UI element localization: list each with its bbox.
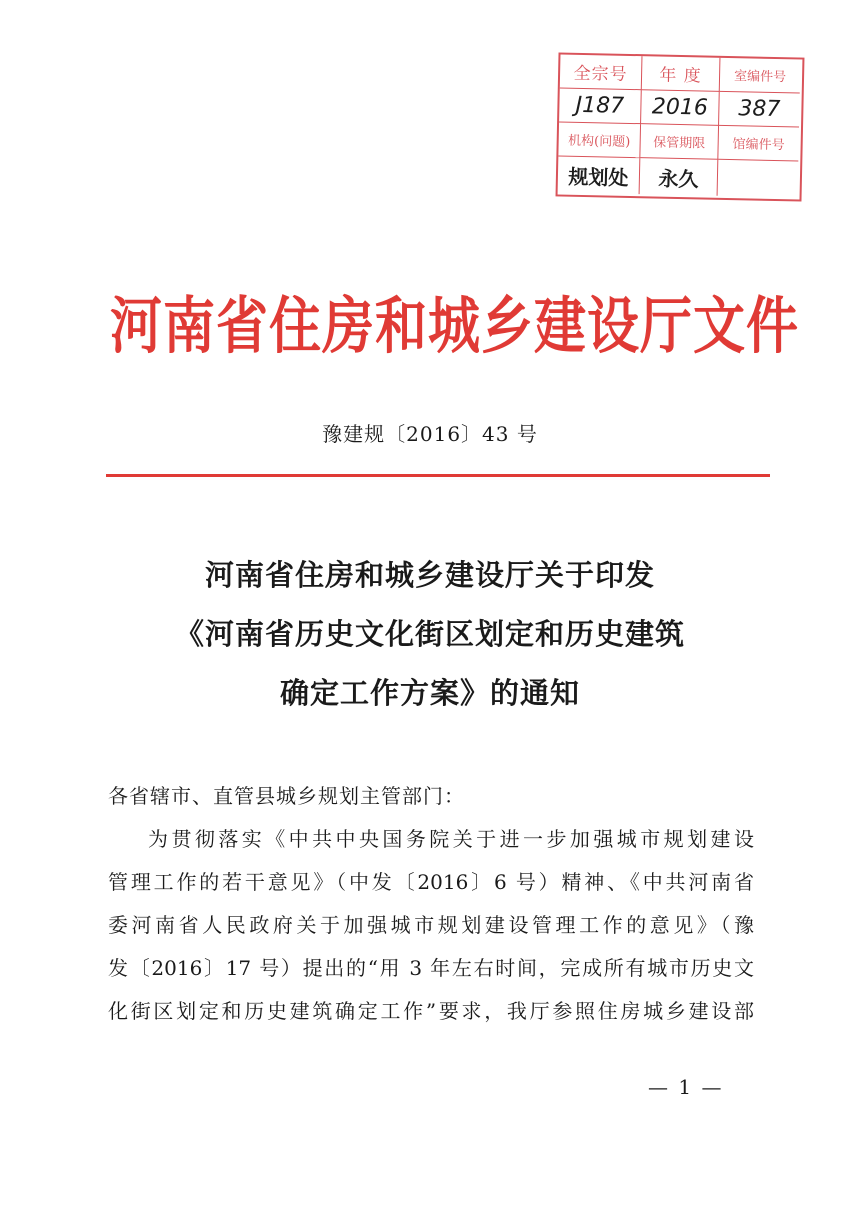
document-title-line-2: 《河南省历史文化街区划定和历史建筑 [174, 617, 685, 651]
stamp-value-text: J187 [575, 92, 625, 119]
archive-stamp [556, 52, 805, 201]
stamp-value-room-file-no [719, 92, 800, 128]
stamp-label-room-file-no [720, 58, 801, 94]
issuing-authority-header: 河南省住房和城乡建设厅文件 [110, 290, 800, 363]
stamp-label-fonds-no [560, 54, 643, 90]
stamp-label-text: 全宗号 [573, 63, 628, 85]
stamp-value-text: 2016 [651, 94, 709, 121]
stamp-label-text: 室编件号 [733, 69, 787, 86]
stamp-value-retention [640, 158, 719, 196]
stamp-label-text: 保管期限 [652, 135, 706, 152]
document-title-line-3: 确定工作方案》的通知 [279, 676, 580, 710]
stamp-value-text: 规划处 [568, 164, 629, 190]
salutation: 各省辖市、直管县城乡规划主管部门： [108, 784, 465, 808]
stamp-value-year [641, 90, 720, 126]
body-line-3: 委河南省人民政府关于加强城市规划建设管理工作的意见》（豫 [108, 913, 754, 937]
stamp-value-text: 永久 [658, 166, 699, 191]
stamp-label-retention [640, 124, 719, 160]
stamp-label-text: 馆编件号 [732, 137, 785, 154]
stamp-value-fonds-no [559, 88, 642, 124]
stamp-label-text: 机构(问题) [567, 133, 631, 150]
page-number: — 1 — [648, 1075, 724, 1099]
stamp-label-text: 年 度 [659, 65, 702, 87]
document-title-line-1: 河南省住房和城乡建设厅关于印发 [204, 558, 655, 592]
document-number: 豫建规〔2016〕43 号 [322, 422, 538, 446]
red-separator-line [106, 474, 770, 477]
stamp-value-text: 387 [738, 96, 781, 123]
stamp-value-org [558, 156, 641, 194]
body-line-2: 管理工作的若干意见》（中发〔2016〕6 号）精神、《中共河南省 [108, 870, 754, 894]
body-line-4: 发〔2016〕17 号）提出的“用 3 年左右时间，完成所有城市历史文 [108, 956, 754, 980]
stamp-label-org [558, 122, 641, 158]
stamp-label-archive-file-no [718, 126, 799, 162]
body-line-5: 化街区划定和历史建筑确定工作”要求，我厅参照住房城乡建设部 [108, 999, 754, 1023]
stamp-value-archive-file-no [718, 160, 799, 198]
body-line-1: 为贯彻落实《中共中央国务院关于进一步加强城市规划建设 [148, 827, 754, 851]
stamp-label-year [642, 56, 721, 92]
